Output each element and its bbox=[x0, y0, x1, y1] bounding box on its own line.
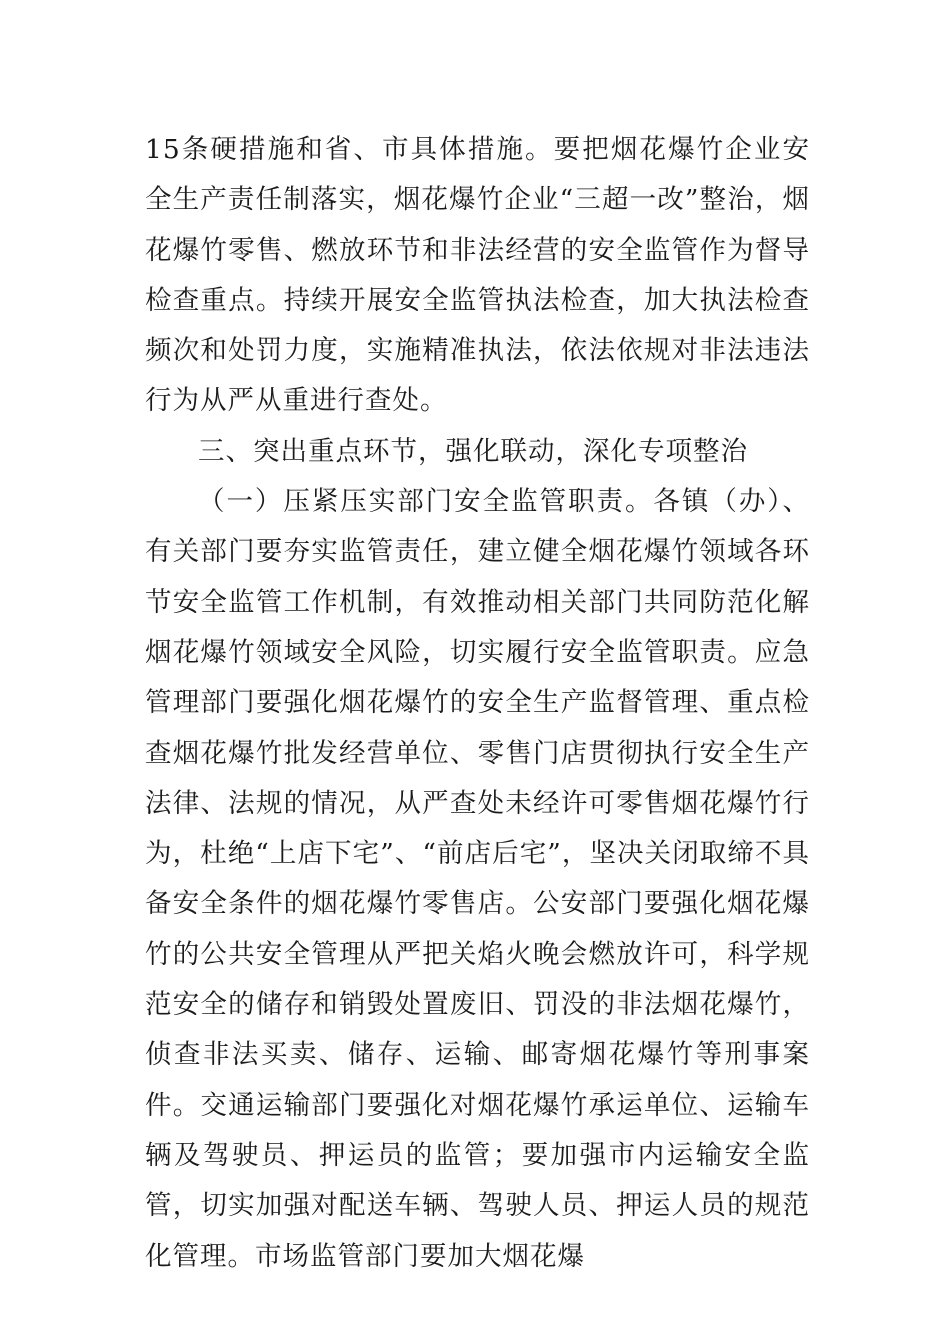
document-body bbox=[145, 125, 810, 1282]
paragraph-subsection-1: （一）压紧压实部门安全监管职责。各镇（办）、有关部门要夯实监管责任，建立健全烟花爆竹领域各环节安全监管工作机制，有效推动相关部门共同防范化解烟花爆竹领域安全风险，切实履行安全监管职责。应急管理部门要强化烟花爆竹的安全生产监督管理、重点检查烟花爆竹批发经营单位、零售门店贯彻执行安全生产法律、法规的情况，从严查处未经许可零售烟花爆竹行为，杜绝“上店下宅”、“前店后宅”，坚决关闭取缔不具备安全条件的烟花爆竹零售店。公安部门要强化烟花爆竹的公共安全管理从严把关焰火晚会燃放许可，科学规范安全的储存和销毁处置废旧、罚没的非法烟花爆竹，侦查非法买卖、储存、运输、邮寄烟花爆竹等刑事案件。交通运输部门要强化对烟花爆竹承运单位、运输车辆及驾驶员、押运员的监管；要加强市内运输安全监管，切实加强对配送车辆、驾驶人员、押运人员的规范化管理。市场监管部门要加大烟花爆 bbox=[145, 486, 810, 1272]
paragraph-continuation: 15条硬措施和省、市具体措施。要把烟花爆竹企业安全生产责任制落实，烟花爆竹企业“三超一改”整治，烟花爆竹零售、燃放环节和非法经营的安全监管作为督导检查重点。持续开展安全监管执法检查，加大执法检查频次和处罚力度，实施精准执法，依法依规对非法违法行为从严从重进行查处。 bbox=[145, 134, 810, 417]
section-heading: 三、突出重点环节，强化联动，深化专项整治 bbox=[198, 435, 748, 467]
